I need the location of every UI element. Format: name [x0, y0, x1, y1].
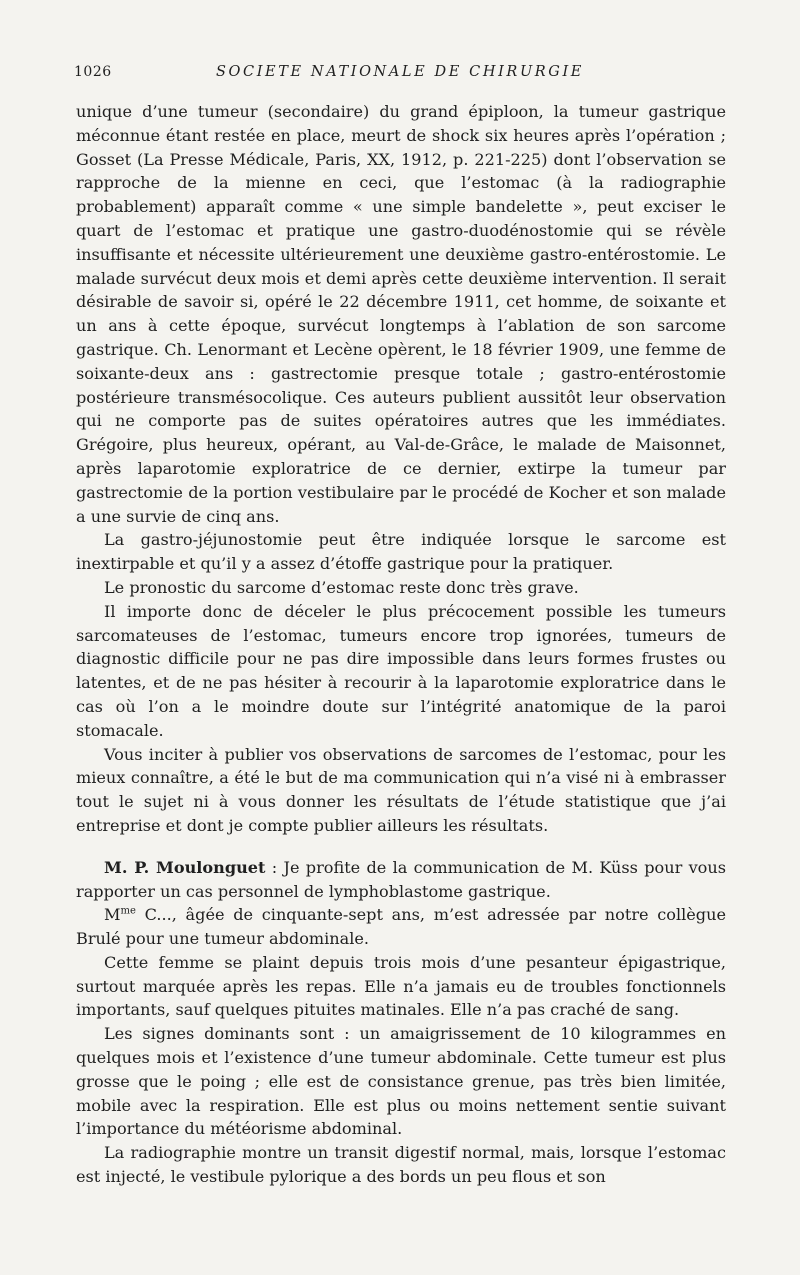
patient-prefix: M — [104, 905, 121, 925]
patient-superscript: me — [120, 905, 136, 917]
running-header — [74, 64, 726, 86]
paragraph: Le pronostic du sarcome d’estomac reste donc très grave. — [104, 577, 579, 597]
body-text — [76, 100, 726, 1189]
paragraph: Cette femme se plaint depuis trois mois d’une pesanteur épigastrique, surtout marquée après les repas. Elle n’a jamais eu de troubles fonctionnels importants, sauf quelques pituites matinales. Elle n’a pas craché de sang. — [76, 952, 726, 1020]
paragraph: Les signes dominants sont : un amaigrissement de 10 kilogrammes en quelques mois et l’existence d’une tumeur abdominale. Cette tumeur est plus grosse que le poing ; elle est de consistance grenue, pas très bien limitée, mobile avec la respiration. Elle est plus ou moins nettement sentie suivant l’importance du météorisme abdominal. — [76, 1024, 726, 1139]
patient-text: C..., âgée de cinquante-sept ans, m’est adressée par notre collègue Brulé pour une tumeur abdominale. — [76, 905, 726, 949]
discussion-intro — [76, 856, 726, 904]
paragraph: Il importe donc de déceler le plus précocement possible les tumeurs sarcomateuses de l’estomac, tumeurs encore trop ignorées, tumeurs de diagnostic difficile pour ne pas dire impossible dans leurs formes frustes ou latentes, et de ne pas hésiter à recourir à la laparotomie exploratrice dans le cas où l’on a le moindre doute sur l’intégrité anatomique de la paroi stomacale. — [76, 601, 726, 740]
paragraph: unique d’une tumeur (secondaire) du grand épiploon, la tumeur gastrique méconnue étant restée en place, meurt de shock six heures après l’opération ; Gosset (La Presse Médicale, Paris, XX, 1912, p. 221-225) dont l’observation se rapproche de la mienne en ceci, que l’estomac (à la radiographie probablement) apparaît comme « une simple bandelette », peut exciser le quart de l’estomac et pratique une gastro-duodénostomie qui se révèle insuffisante et nécessite ultérieurement une deuxième gastro-entérostomie. Le malade survécut deux mois et demi après cette deuxième intervention. Il serait désirable de savoir si, opéré le 22 décembre 1911, cet homme, de soixante et un ans à cette époque, survécut longtemps à l’ablation de son sarcome gastrique. Ch. Lenormant et Lecène opèrent, le 18 février 1909, une femme de soixante-deux ans : gastrectomie presque totale ; gastro-entérostomie postérieure transmésocolique. Ces auteurs publient aussitôt leur observation qui ne comporte pas de suites opératoires autres que les immédiates. Grégoire, plus heureux, opérant, au Val-de-Grâce, le malade de Maisonnet, après laparotomie exploratrice de ce dernier, extirpe la tumeur par gastrectomie de la portion vestibulaire par le procédé de Kocher et son malade a une survie de cinq ans. — [76, 102, 726, 526]
running-title: SOCIETE NATIONALE DE CHIRURGIE — [216, 64, 584, 80]
paragraph: Vous inciter à publier vos observations de sarcomes de l’estomac, pour les mieux connaître, a été le but de ma communication qui n’a visé ni à embrasser tout le sujet ni à vous donner les résultats de l’étude statistique que j’ai entreprise et dont je compte publier ailleurs les résultats. — [76, 744, 726, 835]
speaker-name: M. P. Moulonguet — [104, 857, 266, 877]
paragraph: La radiographie montre un transit digestif normal, mais, lorsque l’estomac est injecté, le vestibule pylorique a des bords un peu flous et son — [76, 1143, 726, 1187]
paragraph: La gastro-jéjunostomie peut être indiquée lorsque le sarcome est inextirpable et qu’il y a assez d’étoffe gastrique pour la pratiquer. — [76, 530, 726, 574]
patient-paragraph — [76, 903, 726, 951]
discussion-intro-text: : Je profite de la communication de M. Küss pour vous rapporter un cas personnel de lymphoblastome gastrique. — [76, 857, 726, 901]
page-number: 1026 — [74, 64, 112, 80]
